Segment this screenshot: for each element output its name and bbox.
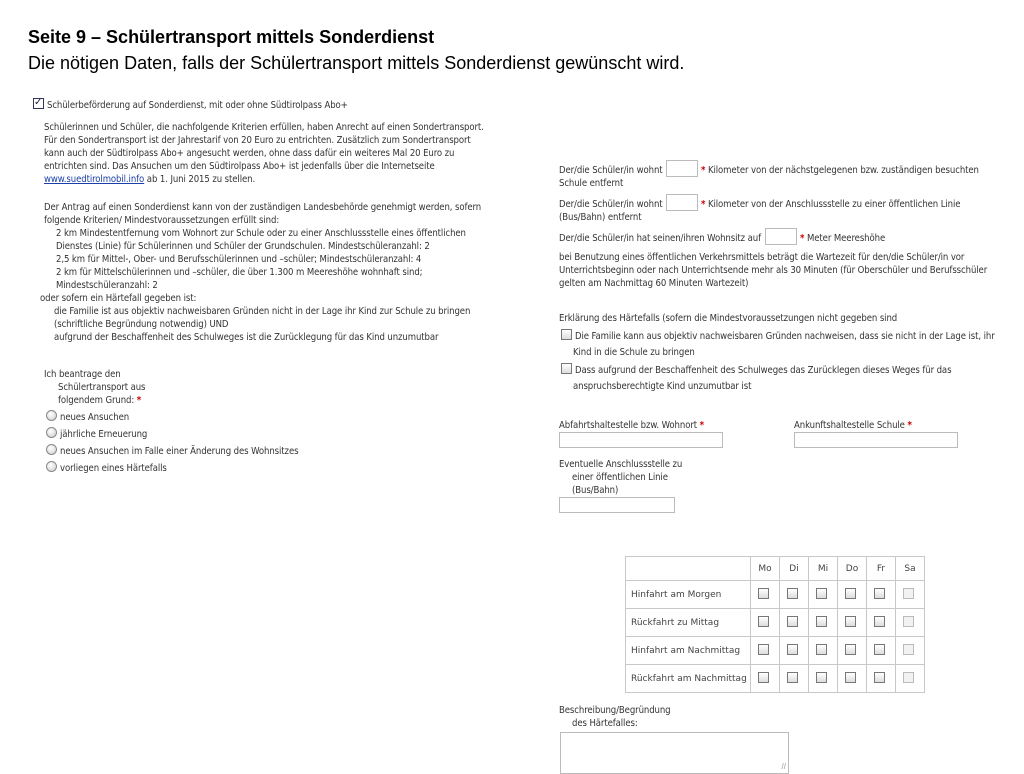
schedule-checkbox[interactable] xyxy=(787,644,798,655)
schedule-checkbox[interactable] xyxy=(874,644,885,655)
schedule-checkbox[interactable] xyxy=(787,588,798,599)
slide-title: Seite 9 – Schülertransport mittels Sonderdienst xyxy=(28,27,435,47)
arrival-input[interactable] xyxy=(794,432,958,448)
schedule-checkbox[interactable] xyxy=(874,672,885,683)
hardship-checkbox-2[interactable] xyxy=(561,363,572,374)
km-stop-input[interactable] xyxy=(666,194,698,211)
day-header: Fr xyxy=(867,557,896,581)
radio-button[interactable] xyxy=(46,461,57,472)
schedule-checkbox[interactable] xyxy=(845,644,856,655)
sonderdienst-checkbox[interactable] xyxy=(33,98,44,109)
suedtirolmobil-link[interactable]: www.suedtirolmobil.info xyxy=(44,174,145,185)
resize-grip-icon[interactable]: // xyxy=(781,762,786,771)
schedule-checkbox-disabled xyxy=(903,672,914,683)
radio-address-change[interactable]: neues Ansuchen im Falle einer Änderung des Wohnsitzes xyxy=(46,444,298,461)
day-header: Do xyxy=(838,557,867,581)
radio-new-application[interactable]: neues Ansuchen xyxy=(46,410,298,427)
reason-label: Beschreibung/Begründung des Härtefalles: xyxy=(559,705,671,729)
schedule-checkbox[interactable] xyxy=(874,588,885,599)
arrival-label: Ankunftshaltestelle Schule * xyxy=(794,420,912,431)
wait-time-text: bei Benutzung eines öffentlichen Verkehrsmittels beträgt die Wartezeit für den/die Schüler/in vor Unterrichtsbeginn oder nach Unterrichtsende mehr als 30 Minuten (für Oberschüler und Berufsschüler gelten am Nachmittag 60 Minuten Wartezeit) xyxy=(559,252,988,289)
table-row xyxy=(626,637,925,665)
radio-button[interactable] xyxy=(46,444,57,455)
schedule-checkbox-disabled xyxy=(903,644,914,655)
table-row xyxy=(626,609,925,637)
schedule-corner xyxy=(626,557,751,581)
km-school-row: Der/die Schüler/in wohnt Schule entfernt xyxy=(559,165,663,189)
day-header: Di xyxy=(780,557,809,581)
hardship-option-2[interactable]: Dass aufgrund der Beschaffenheit des Schulweges das Zurücklegen dieses Weges für das anspruchsberechtigte Kind unzumutbar ist xyxy=(561,363,951,393)
km-stop-row: Der/die Schüler/in wohnt (Bus/Bahn) entfernt xyxy=(559,199,663,223)
connection-label: Eventuelle Anschlussstelle zu einer öffentlichen Linie (Bus/Bahn) xyxy=(559,459,683,496)
day-header: Mi xyxy=(809,557,838,581)
apply-reason-label: Ich beantrage den Schülertransport aus folgendem Grund: * xyxy=(44,369,146,406)
schedule-checkbox[interactable] xyxy=(758,616,769,627)
sonderdienst-option[interactable] xyxy=(33,98,348,112)
schedule-checkbox[interactable] xyxy=(758,644,769,655)
schedule-checkbox[interactable] xyxy=(874,616,885,627)
altitude-input[interactable] xyxy=(765,228,797,245)
schedule-checkbox[interactable] xyxy=(787,616,798,627)
schedule-row-label: Rückfahrt am Nachmittag xyxy=(626,665,751,693)
day-header: Mo xyxy=(751,557,780,581)
radio-annual-renewal[interactable]: jährliche Erneuerung xyxy=(46,427,298,444)
reason-radio-group xyxy=(46,410,298,478)
sonderdienst-checkbox-label: Schülerbeförderung auf Sonderdienst, mit oder ohne Südtirolpass Abo+ xyxy=(47,100,348,111)
schedule-checkbox[interactable] xyxy=(845,588,856,599)
schedule-checkbox[interactable] xyxy=(816,588,827,599)
schedule-table xyxy=(625,556,925,693)
hardship-option-1[interactable]: Die Familie kann aus objektiv nachweisbaren Gründen nachweisen, dass sie nicht in der Lage ist, ihr Kind in die Schule zu bringen xyxy=(561,329,995,359)
schedule-row-label: Hinfahrt am Nachmittag xyxy=(626,637,751,665)
radio-hardship[interactable]: vorliegen eines Härtefalls xyxy=(46,461,298,478)
table-row xyxy=(626,665,925,693)
departure-label: Abfahrtshaltestelle bzw. Wohnort * xyxy=(559,420,704,431)
schedule-checkbox[interactable] xyxy=(816,672,827,683)
criteria-paragraph: Der Antrag auf einen Sonderdienst kann von der zuständigen Landesbehörde genehmigt werden, sofern folgende Kriterien/ Mindestvoraussetzungen erfüllt sind: 2 km Mindestentfernung vom Wohnort zur Schule oder zu einer Anschlussstelle eines öffentlichen Dienstes (Linie) für Schülerinnen und Schüler der Grundschulen. Mindestschüleranzahl: 2 2,5 km für Mittel-, Ober- und Berufsschülerinnen und –schüler; Mindestschüleranzahl: 4 2 km für Mittelschülerinnen und –schüler, die über 1.300 m Meereshöhe wohnhaft sind; Mindestschüleranzahl: 2 oder sofern ein Härtefall gegeben ist: die Familie ist aus objektiv nachweisbaren Gründen nicht in der Lage ihr Kind zur Schule zu bringen (schriftliche Begründung notwendig) UND aufgrund der Beschaffenheit des Schulweges ist die Zurücklegung für das Kind unzumutbar xyxy=(40,202,482,343)
schedule-checkbox[interactable] xyxy=(787,672,798,683)
schedule-checkbox[interactable] xyxy=(845,616,856,627)
hardship-title: Erklärung des Härtefalls (sofern die Mindestvoraussetzungen nicht gegeben sind xyxy=(559,313,898,324)
radio-button[interactable] xyxy=(46,427,57,438)
schedule-checkbox[interactable] xyxy=(758,588,769,599)
table-row xyxy=(626,581,925,609)
hardship-checkbox-1[interactable] xyxy=(561,329,572,340)
schedule-checkbox[interactable] xyxy=(758,672,769,683)
schedule-row-label: Rückfahrt zu Mittag xyxy=(626,609,751,637)
radio-button[interactable] xyxy=(46,410,57,421)
slide-subtitle: Die nötigen Daten, falls der Schülertransport mittels Sonderdienst gewünscht wird. xyxy=(28,53,685,73)
schedule-header-row xyxy=(626,557,925,581)
schedule-checkbox[interactable] xyxy=(816,616,827,627)
day-header: Sa xyxy=(896,557,925,581)
schedule-checkbox-disabled xyxy=(903,588,914,599)
departure-input[interactable] xyxy=(559,432,723,448)
km-school-input[interactable] xyxy=(666,160,698,177)
schedule-checkbox-disabled xyxy=(903,616,914,627)
schedule-row-label: Hinfahrt am Morgen xyxy=(626,581,751,609)
info-paragraph: Schülerinnen und Schüler, die nachfolgende Kriterien erfüllen, haben Anrecht auf einen Sondertransport. Für den Sondertransport ist der Jahrestarif von 20 Euro zu entrichten. Zusätzlich zum Sondertransport kann auch der Südtirolpass Abo+ angesucht werden, ohne dass dafür ein weiteres Mal 20 Euro zu entrichten sind. Das Ansuchen um den Südtirolpass Abo+ ist jedenfalls über die Internetseite www.suedtirolmobil.info ab 1. Juni 2015 zu stellen. xyxy=(44,122,484,185)
connection-input[interactable] xyxy=(559,497,675,513)
schedule-checkbox[interactable] xyxy=(845,672,856,683)
altitude-label: Der/die Schüler/in hat seinen/ihren Wohnsitz auf xyxy=(559,233,761,244)
schedule-checkbox[interactable] xyxy=(816,644,827,655)
